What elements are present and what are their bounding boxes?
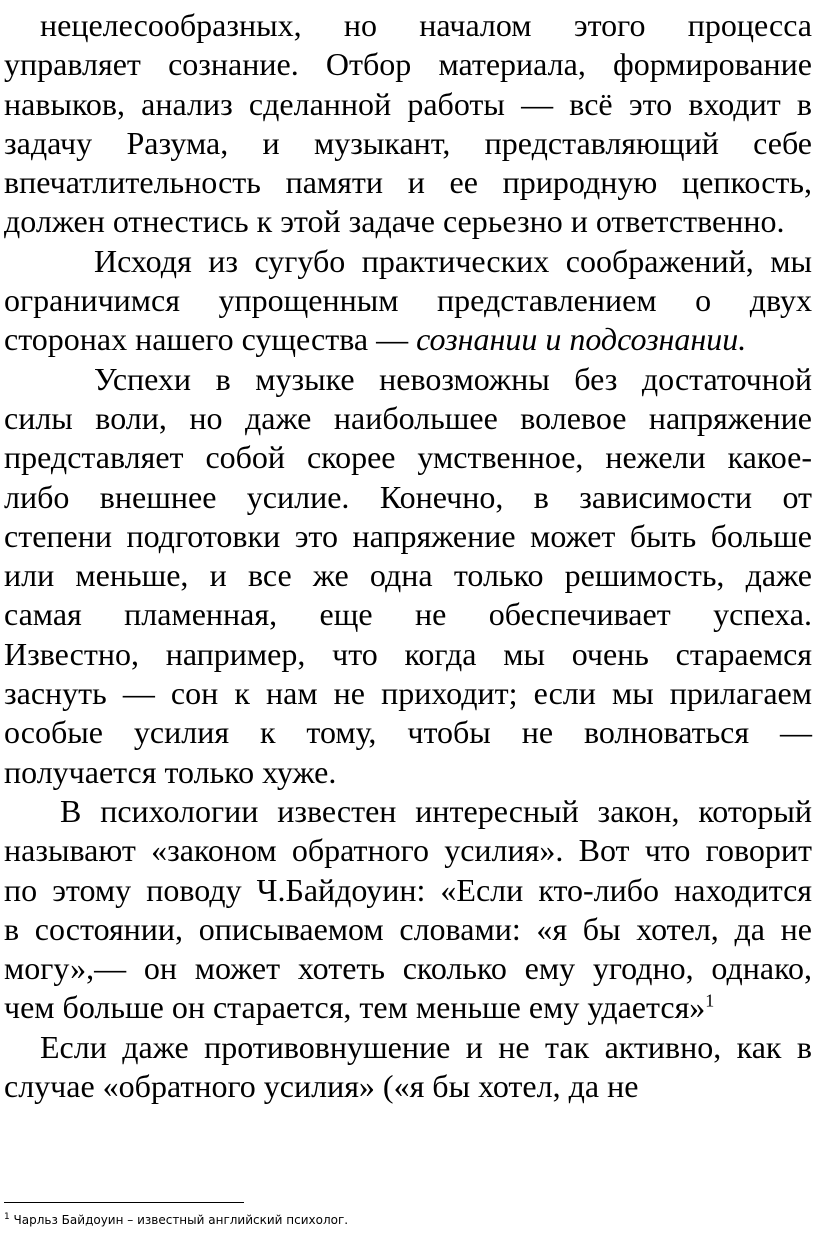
text-line	[4, 1028, 812, 1067]
text-line-content: управляет сознание. Отбор материала, формирование	[4, 46, 812, 83]
text-line	[4, 949, 812, 988]
text-line	[4, 45, 812, 84]
text-line	[4, 202, 812, 241]
text-line-content: получается только хуже.	[4, 753, 337, 790]
text-line-content: заснуть — сон к нам не приходит; если мы прилагаем	[4, 675, 812, 712]
text-line	[4, 478, 812, 517]
text-line	[4, 871, 812, 910]
text-line-content: Если даже противовнушение и не так активно, как в	[40, 1028, 812, 1065]
footnote-text: Чарльз Байдоуин – известный английский психолог.	[9, 1213, 349, 1227]
text-line-content: ограничимся упрощенным представлением о двух	[4, 282, 812, 319]
text-line-content: могу»,— он может хотеть сколько ему угодно, однако,	[4, 950, 812, 987]
text-line-content: нецелесообразных, но началом этого процесса	[40, 7, 812, 43]
text-line-content: либо внешнее усилие. Конечно, в зависимости от	[4, 478, 812, 515]
text-line-content: Успехи в музыке невозможны без достаточной	[94, 360, 812, 397]
text-line-content: навыков, анализ сделанной работы — всё это входит в	[4, 85, 812, 122]
italic-emphasis: сознании и подсознании.	[416, 321, 747, 358]
text-line	[4, 438, 812, 477]
text-line-content: В психологии известен интересный закон, который	[60, 792, 812, 829]
text-line	[4, 281, 812, 320]
text-line	[4, 556, 812, 595]
text-line	[4, 831, 812, 870]
text-line-content: Известно, например, что когда мы очень стараемся	[4, 635, 812, 672]
text-line-content: Исходя из сугубо практических соображений, мы	[94, 242, 812, 279]
text-line-content: представляет собой скорее умственное, нежели какое-	[4, 439, 812, 476]
text-line-content: называют «законом обратного усилия». Вот что говорит	[4, 832, 812, 869]
text-line-content: силы воли, но даже наибольшее волевое напряжение	[4, 399, 812, 436]
page-body	[4, 6, 812, 1106]
text-line-content: степени подготовки это напряжение может быть больше	[4, 517, 812, 554]
text-line	[4, 399, 812, 438]
text-line-content: сторонах нашего существа —	[4, 321, 417, 358]
text-line	[4, 713, 812, 752]
text-line-content: должен отнестись к этой задаче серьезно и ответственно.	[4, 203, 785, 240]
text-line-content: чем больше он старается, тем меньше ему удается»	[4, 989, 706, 1026]
text-line-content: самая пламенная, еще не обеспечивает успеха.	[4, 596, 812, 633]
text-line	[4, 242, 812, 281]
footnote-reference: 1	[705, 990, 715, 1011]
footnote-marker: 1	[4, 1212, 10, 1222]
text-line-content: или меньше, и все же одна только решимость, даже	[4, 557, 812, 594]
text-line-content: впечатлительность памяти и ее природную цепкость,	[4, 164, 812, 201]
text-line-content: особые усилия к тому, чтобы не волноваться —	[4, 714, 812, 751]
text-line	[4, 674, 812, 713]
footnote	[4, 1212, 348, 1228]
text-line	[4, 124, 812, 163]
text-line	[4, 6, 812, 45]
text-line	[4, 320, 812, 359]
text-line	[4, 595, 812, 634]
text-line	[4, 988, 812, 1027]
text-line-content: случае «обратного усилия» («я бы хотел, да не	[4, 1068, 639, 1105]
text-line	[4, 910, 812, 949]
text-line	[4, 85, 812, 124]
text-line	[4, 163, 812, 202]
text-line-content: по этому поводу Ч.Байдоуин: «Если кто-либо находится	[4, 871, 812, 908]
footnote-divider	[4, 1202, 244, 1203]
text-line	[4, 1067, 812, 1106]
text-line	[4, 360, 812, 399]
text-line	[4, 635, 812, 674]
text-line-content: в состоянии, описываемом словами: «я бы хотел, да не	[4, 910, 812, 947]
text-line	[4, 792, 812, 831]
text-line	[4, 517, 812, 556]
text-line-content: задачу Разума, и музыкант, представляющий себе	[4, 124, 812, 161]
text-line	[4, 753, 812, 792]
